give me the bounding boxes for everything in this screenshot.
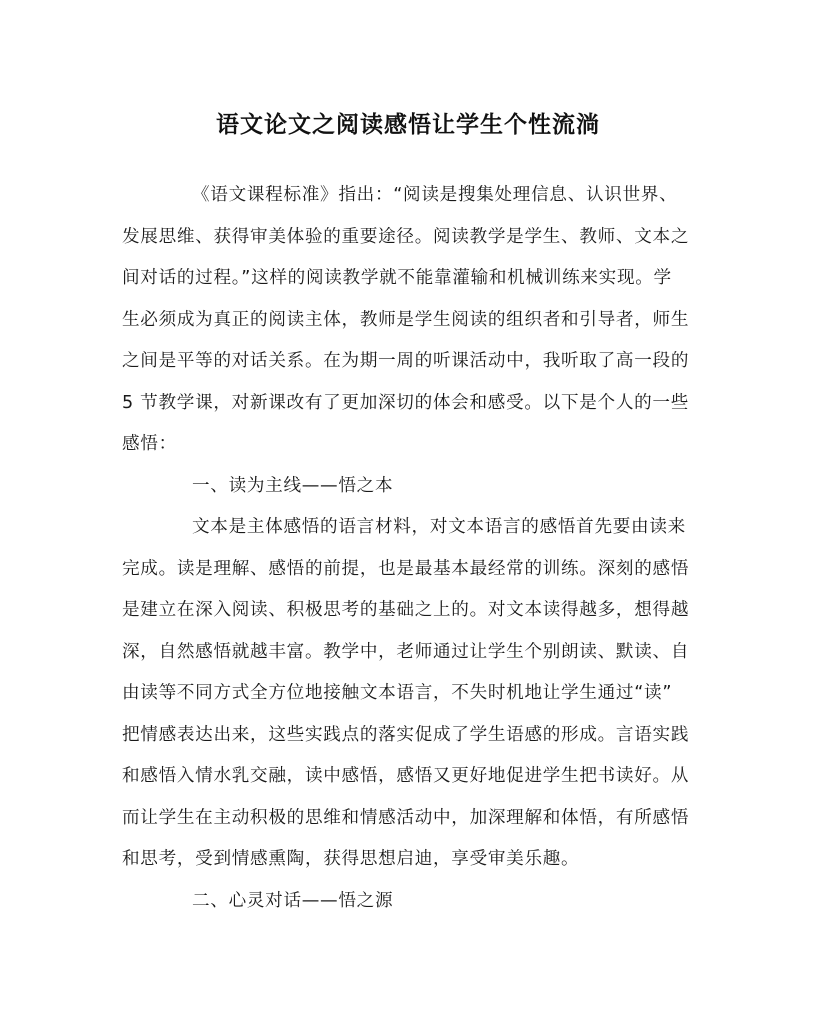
section-heading: 一、读为主线——悟之本 [192,475,394,496]
paragraph-line: 而让学生在主动积极的思维和情感活动中，加深理解和体悟，有所感悟 [122,807,690,828]
paragraph-line: 是建立在深入阅读、积极思考的基础之上的。对文本读得越多，想得越 [122,600,690,620]
paragraph-line: 由读等不同方式全方位地接触文本语言，不失时机地让学生通过“读” [122,683,673,703]
paragraph-line: 5 节教学课，对新课改有了更加深切的体会和感受。以下是个人的一些 [122,392,690,413]
paragraph-line: 完成。读是理解、感悟的前提，也是最基本最经常的训练。深刻的感悟 [122,558,690,579]
section-heading: 二、心灵对话——悟之源 [192,890,394,911]
paragraph-line: 之间是平等的对话关系。在为期一周的听课活动中，我听取了高一段的 [122,351,690,371]
paragraph-line: 间对话的过程。”这样的阅读教学就不能靠灌输和机械训练来实现。学 [122,268,672,288]
paragraph-line: 和思考，受到情感熏陶，获得思想启迪，享受审美乐趣。 [122,849,580,869]
paragraph-line: 文本是主体感悟的语言材料，对文本语言的感悟首先要由读来 [192,517,686,537]
paragraph-line: 《语文课程标准》指出：“阅读是搜集处理信息、认识世界、 [192,185,678,205]
paragraph-line: 发展思维、获得审美体验的重要途径。阅读教学是学生、教师、文本之 [122,226,690,247]
document-body [122,180,698,927]
paragraph-line: 深，自然感悟就越丰富。教学中，老师通过让学生个别朗读、默读、自 [122,641,690,662]
document-title: 语文论文之阅读感悟让学生个性流淌 [216,111,600,138]
paragraph-line: 生必须成为真正的阅读主体，教师是学生阅读的组织者和引导者，师生 [122,309,690,330]
paragraph-line: 和感悟入情水乳交融，读中感悟，感悟又更好地促进学生把书读好。从 [122,766,690,786]
paragraph-line: 把情感表达出来，这些实践点的落实促成了学生语感的形成。言语实践 [122,724,690,745]
paragraph-line: 感悟： [122,434,177,454]
